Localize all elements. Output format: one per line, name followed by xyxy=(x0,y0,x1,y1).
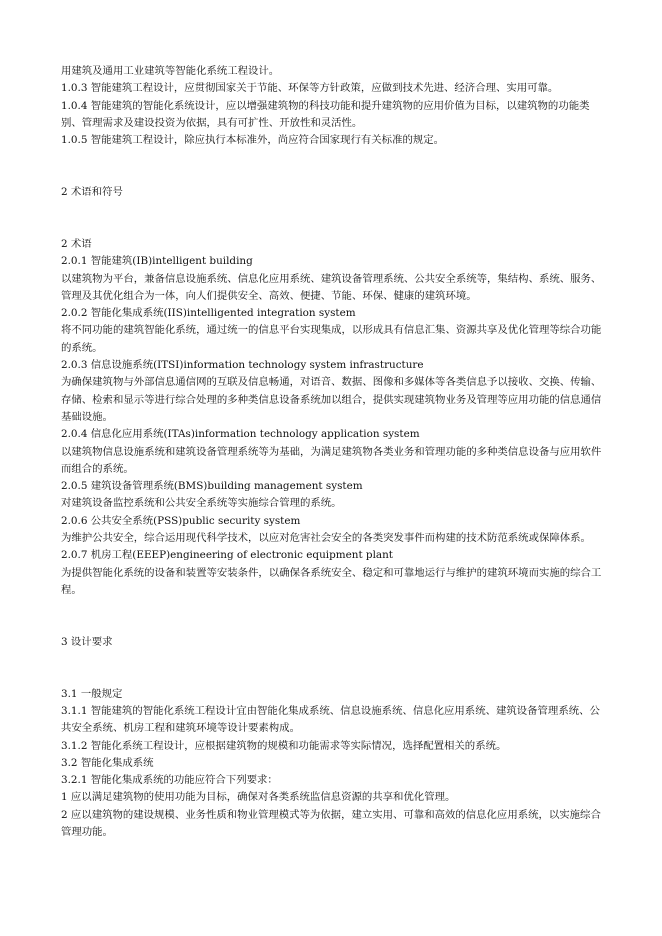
paragraph: 3 设计要求 xyxy=(61,635,113,648)
paragraph: 3.2.1 智能化集成系统的功能应符合下列要求： xyxy=(61,774,278,787)
term-heading: 2.0.7 机房工程(EEEP)engineering of electronic equipment plant xyxy=(61,549,393,562)
paragraph: 1.0.5 智能建筑工程设计，除应执行本标准外，尚应符合国家现行有关标准的规定。 xyxy=(61,134,445,147)
document-page xyxy=(61,63,606,841)
paragraph: 2 术语和符号 xyxy=(61,186,123,199)
paragraph: 以建筑物信息设施系统和建筑设备管理系统等为基础，为满足建筑物各类业务和管理功能的多种类信息设备与应用软件而组合的系统。 xyxy=(61,445,602,475)
spacer xyxy=(61,149,606,184)
paragraph: 3.1 一般规定 xyxy=(61,687,123,700)
term-heading: 2.0.3 信息设施系统(ITSI)information technology system infrastructure xyxy=(61,359,424,372)
spacer xyxy=(61,651,606,686)
term-heading: 2.0.5 建筑设备管理系统(BMS)building management system xyxy=(61,480,363,493)
paragraph: 3.1.2 智能化系统工程设计，应根据建筑物的规模和功能需求等实际情况，选择配置相关的系统。 xyxy=(61,739,507,752)
term-heading: 2.0.4 信息化应用系统(ITAs)information technology application system xyxy=(61,428,420,441)
term-heading: 2.0.1 智能建筑(IB)intelligent building xyxy=(61,255,253,268)
paragraph: 对建筑设备监控系统和公共安全系统等实施综合管理的系统。 xyxy=(61,497,342,510)
term-heading: 2.0.6 公共安全系统(PSS)public security system xyxy=(61,514,301,527)
paragraph: 用建筑及通用工业建筑等智能化系统工程设计。 xyxy=(61,65,280,77)
paragraph: 3.2 智能化集成系统 xyxy=(61,756,154,769)
spacer xyxy=(61,599,606,634)
spacer xyxy=(61,201,606,236)
paragraph: 以建筑物为平台，兼备信息设施系统、信息化应用系统、建筑设备管理系统、公共安全系统等，集结构、系统、服务、管理及其优化组合为一体，向人们提供安全、高效、便捷、节能、环保、健康的建筑环境。 xyxy=(61,272,602,302)
paragraph: 3.1.1 智能建筑的智能化系统工程设计宜由智能化集成系统、信息设施系统、信息化应用系统、建筑设备管理系统、公共安全系统、机房工程和建筑环境等设计要素构成。 xyxy=(61,704,600,735)
paragraph: 为提供智能化系统的设备和装置等安装条件，以确保各系统安全、稳定和可靠地运行与维护的建筑环境而实施的综合工程。 xyxy=(61,566,602,596)
paragraph: 1 应以满足建筑物的使用功能为目标，确保对各类系统监信息资源的共享和优化管理。 xyxy=(61,791,456,804)
paragraph: 2 应以建筑物的建设规模、业务性质和物业管理模式等为依据，建立实用、可靠和高效的信息化应用系统，以实施综合管理功能。 xyxy=(61,808,601,839)
term-heading: 2.0.2 智能化集成系统(IIS)intelligented integration system xyxy=(61,307,356,320)
paragraph: 2 术语 xyxy=(61,237,92,250)
paragraph: 为维护公共安全，综合运用现代科学技术，以应对危害社会安全的各类突发事件而构建的技术防范系统或保障体系。 xyxy=(61,532,591,545)
paragraph: 1.0.3 智能建筑工程设计，应贯彻国家关于节能、环保等方针政策，应做到技术先进、经济合理、实用可靠。 xyxy=(61,82,559,95)
paragraph: 将不同功能的建筑智能化系统，通过统一的信息平台实现集成，以形成具有信息汇集、资源共享及优化管理等综合功能的系统。 xyxy=(61,324,602,354)
paragraph: 1.0.4 智能建筑的智能化系统设计，应以增强建筑物的科技功能和提升建筑物的应用价值为目标，以建筑物的功能类别、管理需求及建设投资为依据，具有可扩性、开放性和灵活性。 xyxy=(61,99,590,129)
paragraph: 为确保建筑物与外部信息通信网的互联及信息畅通，对语音、数据、图像和多媒体等各类信息予以接收、交换、传输、存储、检索和显示等进行综合处理的多种类信息设备系统加以组合，提供实现建筑物业务及管理等应用功能的信息通信基础设施。 xyxy=(61,376,602,423)
